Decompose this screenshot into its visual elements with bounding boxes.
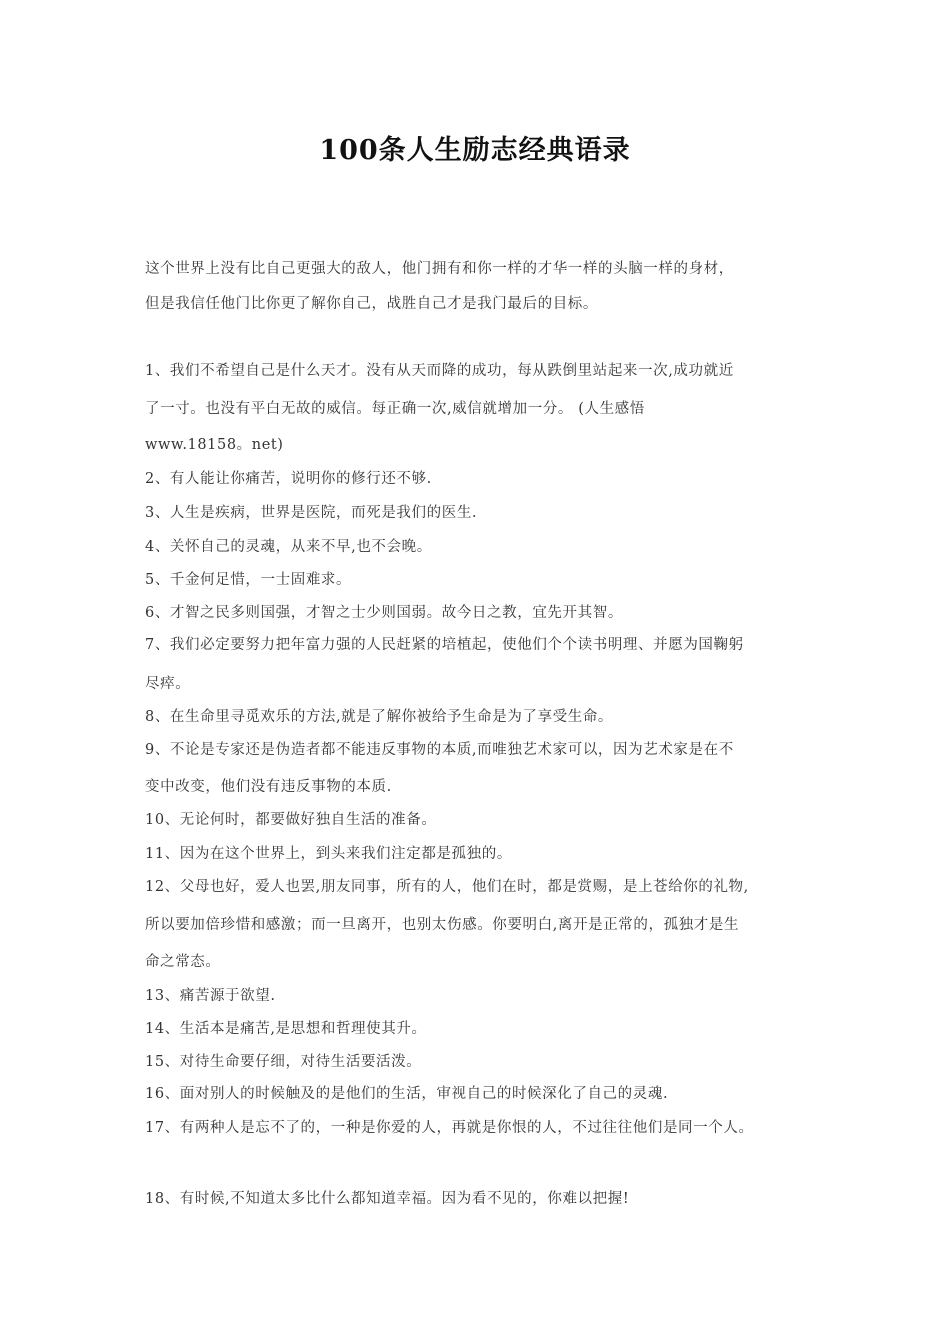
intro-line: 这个世界上没有比自己更强大的敌人，他门拥有和你一样的才华一样的头脑一样的身材， <box>145 261 734 277</box>
quote-line: 4、关怀自己的灵魂，从来不早,也不会晚。 <box>145 539 432 555</box>
document-title: 100条人生励志经典语录 <box>319 135 631 166</box>
intro-line: 但是我信任他门比你更了解你自己，战胜自己才是我门最后的目标。 <box>145 296 598 312</box>
quote-line: 16、面对别人的时候触及的是他们的生活，审视自己的时候深化了自己的灵魂. <box>145 1086 669 1102</box>
quote-line: www.18158。net) <box>145 437 284 453</box>
quote-line: 15、对待生命要仔细，对待生活要活泼。 <box>145 1054 422 1070</box>
quote-line: 所以要加倍珍惜和感激；而一旦离开，也别太伤感。你要明白,离开是正常的，孤独才是生 <box>145 917 740 933</box>
quote-line: 6、才智之民多则国强，才智之士少则国弱。故今日之教，宜先开其智。 <box>145 605 623 621</box>
quote-line: 1、我们不希望自己是什么天才。没有从天而降的成功，每从跌倒里站起来一次,成功就近 <box>145 363 734 379</box>
quote-line: 18、有时候,不知道太多比什么都知道幸福。因为看不见的，你难以把握! <box>145 1191 630 1207</box>
quote-line: 2、有人能让你痛苦，说明你的修行还不够. <box>145 471 432 487</box>
quote-line: 5、千金何足惜，一士固难求。 <box>145 572 352 588</box>
quote-line: 尽瘁。 <box>145 676 191 692</box>
quote-line: 3、人生是疾病，世界是医院，而死是我们的医生. <box>145 505 478 521</box>
quote-line: 命之常态。 <box>145 954 221 970</box>
quote-line: 8、在生命里寻觅欢乐的方法,就是了解你被给予生命是为了享受生命。 <box>145 709 614 725</box>
quote-line: 变中改变，他们没有违反事物的本质. <box>145 779 392 795</box>
quote-line: 17、有两种人是忘不了的，一种是你爱的人，再就是你恨的人，不过往往他们是同一个人。 <box>145 1120 754 1136</box>
quote-line: 12、父母也好，爱人也罢,朋友同事，所有的人，他们在时，都是赏赐，是上苍给你的礼物, <box>145 879 749 895</box>
quote-line: 10、无论何时，都要做好独自生活的准备。 <box>145 812 437 828</box>
quote-line: 9、不论是专家还是伪造者都不能违反事物的本质,而唯独艺术家可以，因为艺术家是在不 <box>145 742 734 758</box>
quote-line: 了一寸。也没有平白无故的威信。每正确一次,威信就增加一分。 (人生感悟 <box>145 401 645 417</box>
quote-line: 7、我们必定要努力把年富力强的人民赶紧的培植起，使他们个个读书明理、并愿为国鞠躬 <box>145 637 744 653</box>
quote-line: 14、生活本是痛苦,是思想和哲理使其升。 <box>145 1021 427 1037</box>
quote-line: 11、因为在这个世界上，到头来我们注定都是孤独的。 <box>145 846 512 862</box>
quote-line: 13、痛苦源于欲望. <box>145 988 276 1004</box>
